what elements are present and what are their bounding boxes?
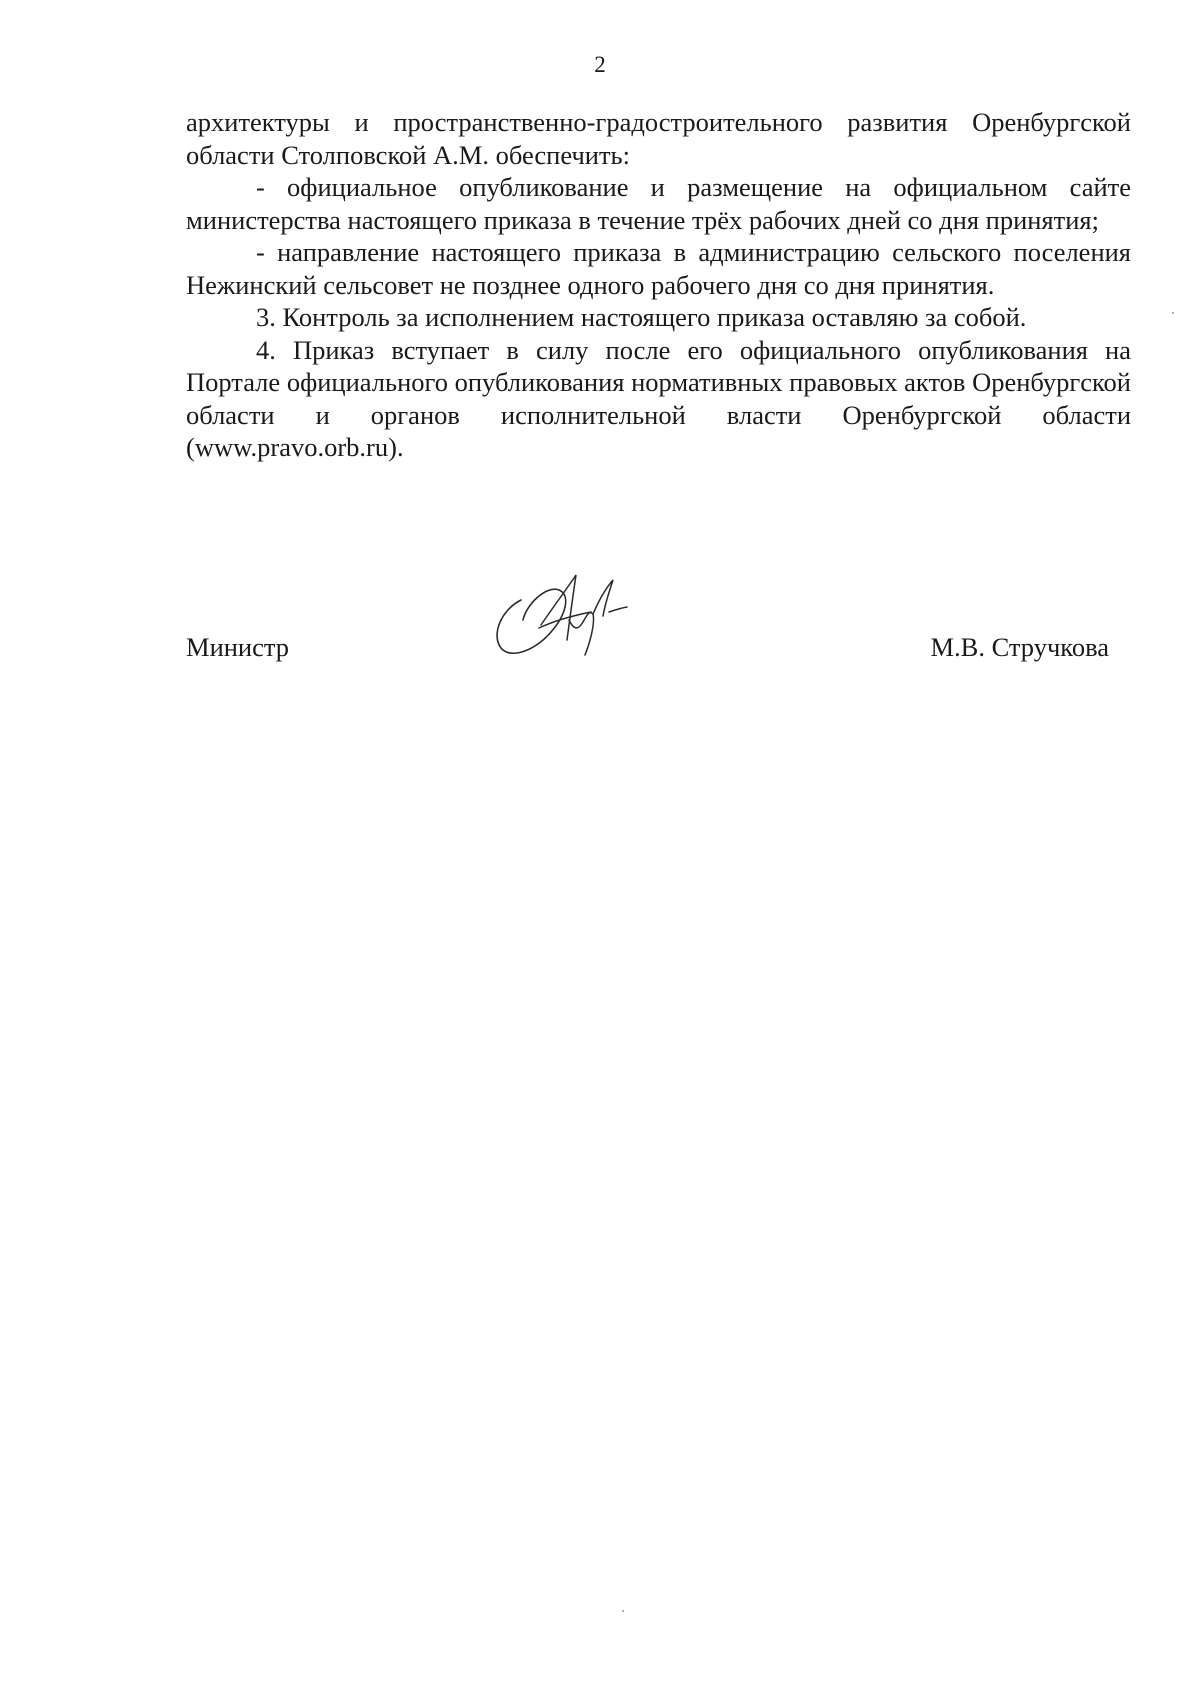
paragraph-publication: - официальное опубликование и размещение на официальном сайте министерства настоящего приказа в течение трёх рабочих дней со дня принятия; — [186, 172, 1131, 235]
paragraph-continuation: архитектуры и пространственно-градостроительного развития Оренбургской области Столповской А.М. обеспечить: — [186, 107, 1131, 170]
document-body — [186, 106, 1131, 464]
page-number: 2 — [594, 52, 606, 77]
signatory-title: Министр — [186, 632, 290, 662]
paragraph-effective: 4. Приказ вступает в силу после его официального опубликования на Портале официального опубликования нормативных правовых актов Оренбургской области и органов исполнительной власти Оренбургской области (www.pravo.orb.ru). — [186, 334, 1131, 462]
signature-block — [186, 570, 1131, 680]
paragraph-administration: - направление настоящего приказа в администрацию сельского поселения Нежинский сельсовет не позднее одного рабочего дня со дня принятия. — [186, 237, 1131, 300]
handwritten-signature — [481, 570, 646, 670]
signatory-name: М.В. Стручкова — [930, 632, 1109, 662]
scan-speck — [1172, 312, 1174, 314]
scan-speck — [622, 1610, 624, 1612]
paragraph-control: 3. Контроль за исполнением настоящего приказа оставляю за собой. — [256, 302, 1027, 332]
